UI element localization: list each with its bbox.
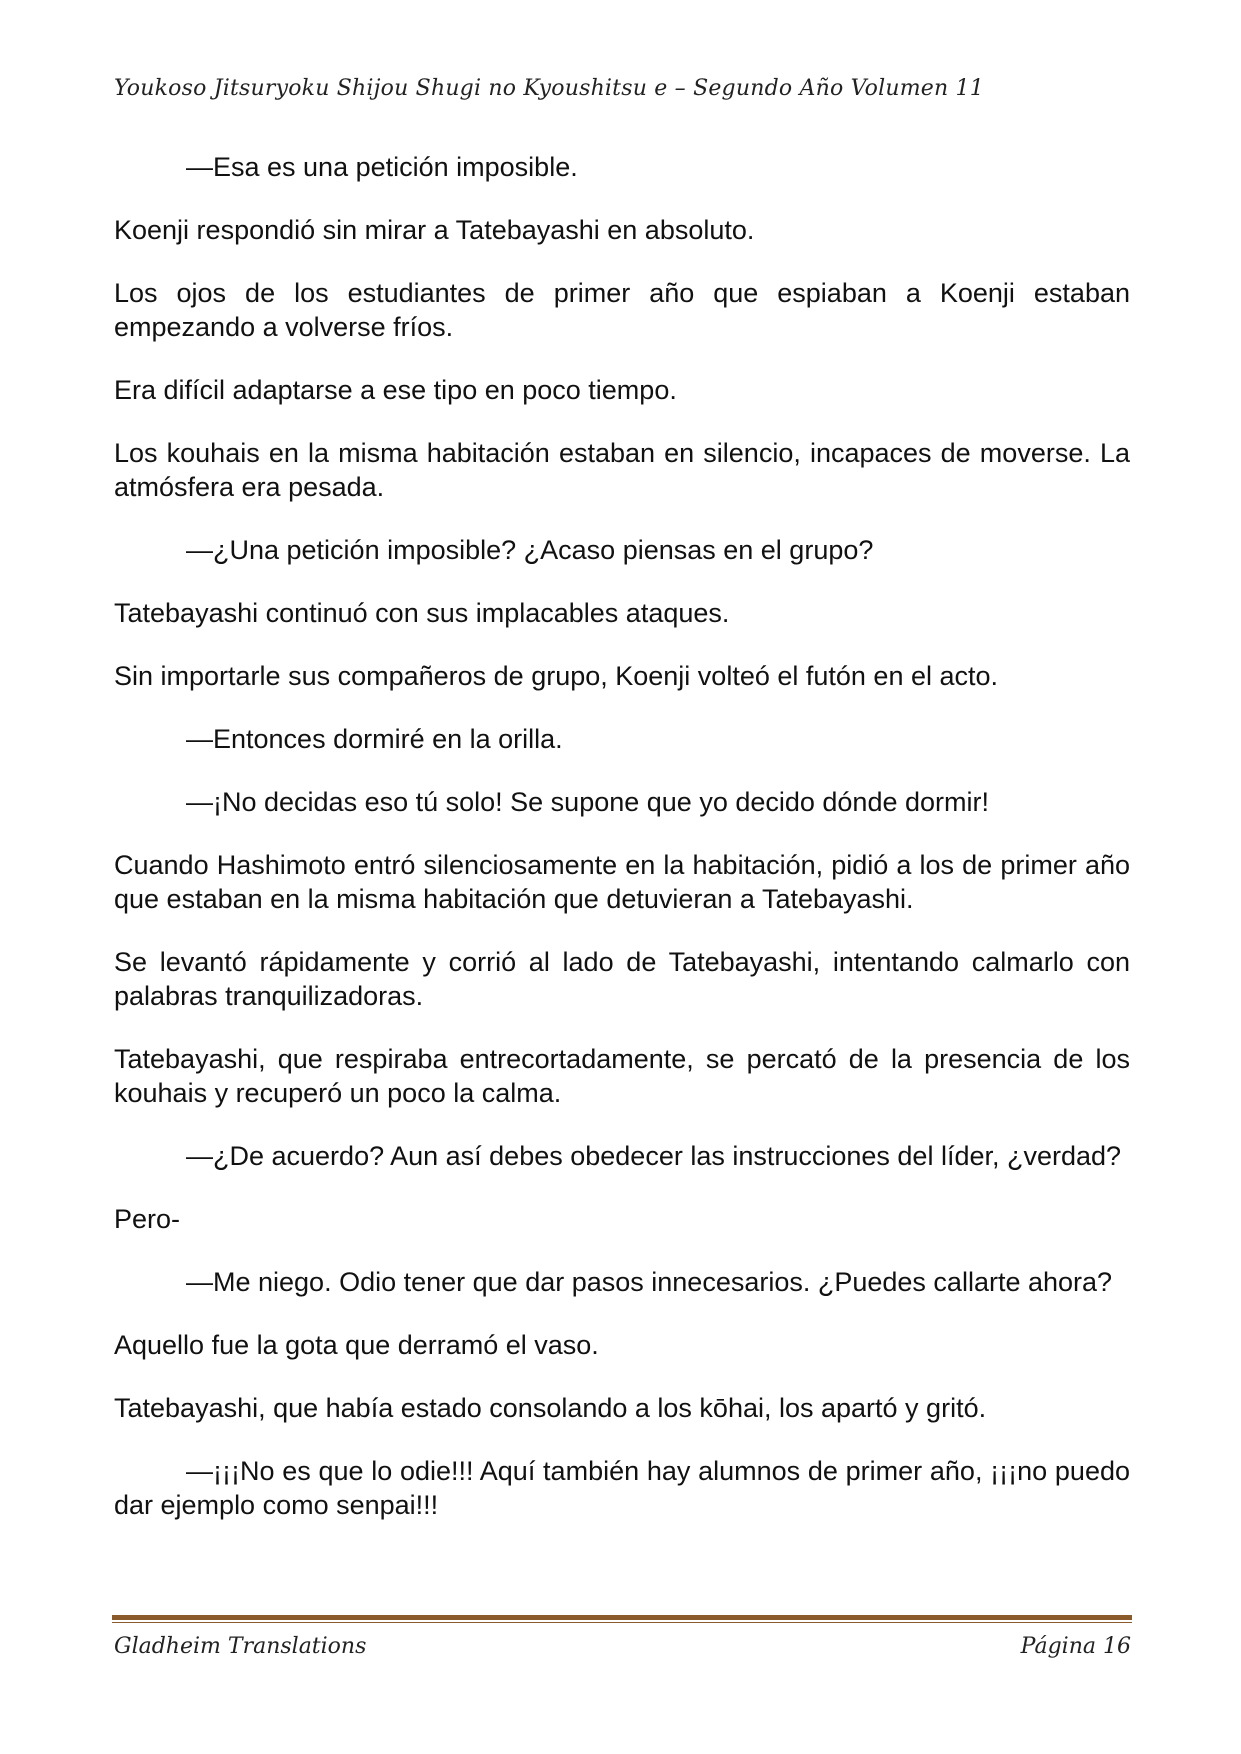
paragraph: Se levantó rápidamente y corrió al lado de Tatebayashi, intentando calmarlo con palabras tranquilizadoras.	[114, 947, 1130, 1011]
paragraph-dialogue: —¿De acuerdo? Aun así debes obedecer las instrucciones del líder, ¿verdad?	[186, 1141, 1122, 1171]
paragraph: Los ojos de los estudiantes de primer año que espiaban a Koenji estaban empezando a volverse fríos.	[114, 278, 1130, 342]
paragraph-dialogue: —Esa es una petición imposible.	[186, 152, 578, 182]
footer-divider-thick	[112, 1615, 1132, 1620]
paragraph-dialogue: —¡¡¡No es que lo odie!!! Aquí también hay alumnos de primer año, ¡¡¡no puedo dar ejemplo como senpai!!!	[114, 1456, 1130, 1520]
footer-divider-thin	[112, 1622, 1132, 1623]
page-header-title: Youkoso Jitsuryoku Shijou Shugi no Kyoushitsu e – Segundo Año Volumen 11	[114, 76, 984, 101]
paragraph: Tatebayashi, que respiraba entrecortadamente, se percató de la presencia de los kouhais y recuperó un poco la calma.	[114, 1044, 1130, 1108]
paragraph: Sin importarle sus compañeros de grupo, Koenji volteó el futón en el acto.	[114, 661, 999, 691]
footer-credit: Gladheim Translations	[114, 1634, 367, 1659]
footer-divider	[112, 1615, 1132, 1623]
page-number: Página 16	[1020, 1634, 1131, 1659]
paragraph: Cuando Hashimoto entró silenciosamente en la habitación, pidió a los de primer año que estaban en la misma habitación que detuvieran a Tatebayashi.	[114, 850, 1130, 914]
paragraph: Koenji respondió sin mirar a Tatebayashi en absoluto.	[114, 215, 755, 245]
paragraph: Tatebayashi, que había estado consolando a los kōhai, los apartó y gritó.	[114, 1393, 987, 1423]
paragraph-dialogue: —Me niego. Odio tener que dar pasos innecesarios. ¿Puedes callarte ahora?	[186, 1267, 1113, 1297]
paragraph-dialogue: —¡No decidas eso tú solo! Se supone que yo decido dónde dormir!	[186, 787, 989, 817]
paragraph: Tatebayashi continuó con sus implacables ataques.	[114, 598, 730, 628]
paragraph-dialogue: —Entonces dormiré en la orilla.	[186, 724, 563, 754]
body-text	[114, 150, 1130, 1551]
paragraph: Era difícil adaptarse a ese tipo en poco tiempo.	[114, 375, 677, 405]
paragraph: Los kouhais en la misma habitación estaban en silencio, incapaces de moverse. La atmósfera era pesada.	[114, 438, 1130, 502]
paragraph: Pero-	[114, 1204, 181, 1234]
paragraph-dialogue: —¿Una petición imposible? ¿Acaso piensas en el grupo?	[186, 535, 874, 565]
paragraph: Aquello fue la gota que derramó el vaso.	[114, 1330, 599, 1360]
